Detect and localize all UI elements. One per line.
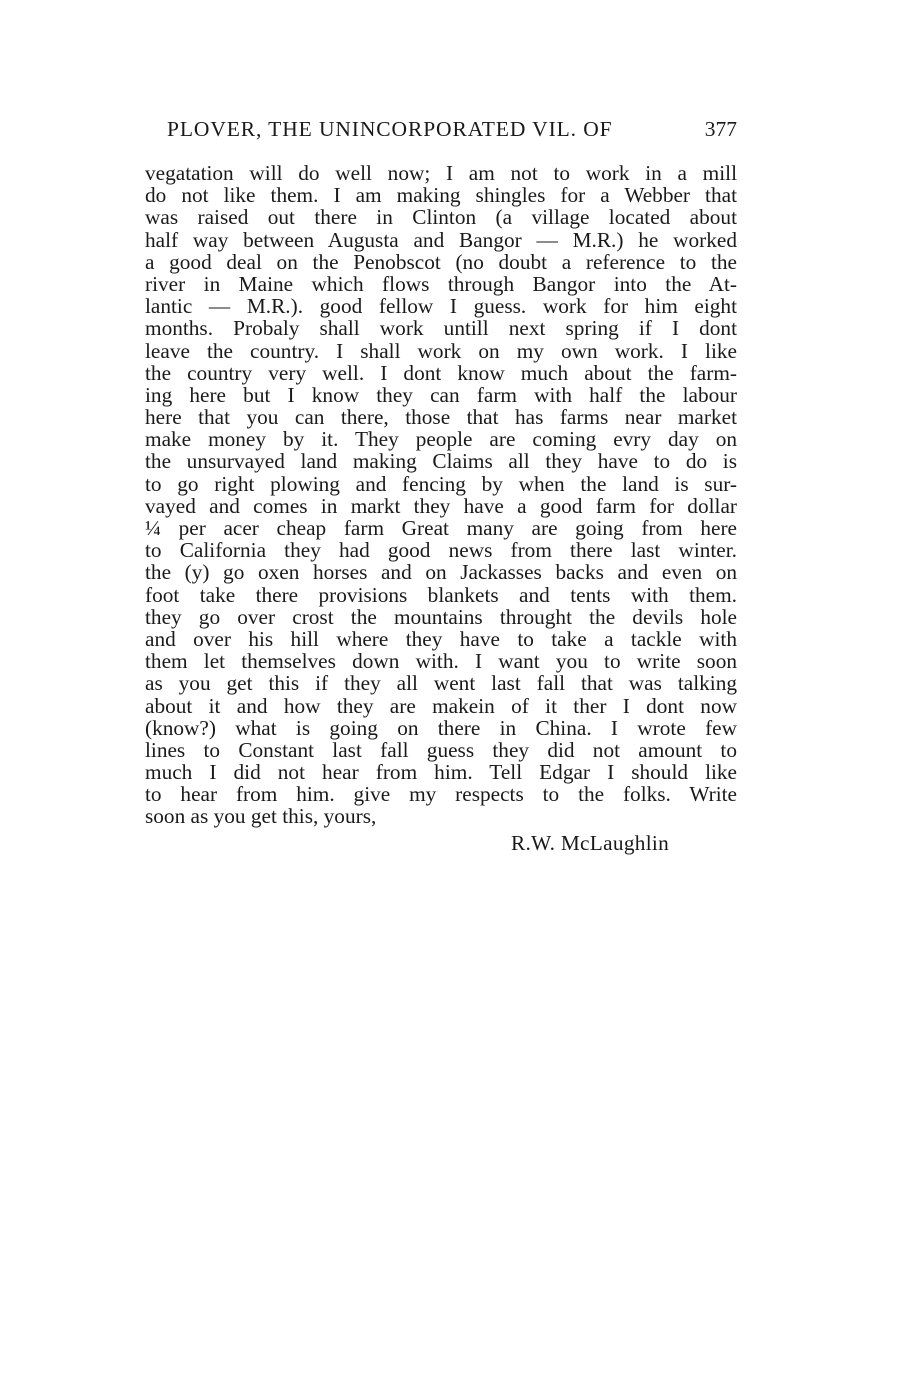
text-line: the country very well. I dont know much about the farm- bbox=[145, 360, 737, 385]
text-line: to California they had good news from there last winter. bbox=[145, 538, 737, 563]
running-title: PLOVER, THE UNINCORPORATED VIL. OF bbox=[167, 117, 613, 141]
text-line: them let themselves down with. I want you to write soon bbox=[145, 649, 737, 674]
text-line: (know?) what is going on there in China. I wrote few bbox=[145, 715, 737, 740]
text-line: to hear from him. give my respects to the folks. Write bbox=[145, 782, 737, 807]
text-line: the (y) go oxen horses and on Jackasses backs and even on bbox=[145, 560, 737, 585]
text-line: and over his hill where they have to take a tackle with bbox=[145, 626, 737, 651]
text-line: vegatation will do well now; I am not to work in a mill bbox=[145, 161, 737, 185]
text-line: ¼ per acer cheap farm Great many are going from here bbox=[145, 516, 737, 540]
page-number: 377 bbox=[704, 117, 737, 141]
text-line: soon as you get this, yours, bbox=[145, 804, 377, 829]
text-line: to go right plowing and fencing by when the land is sur- bbox=[145, 471, 737, 496]
signature: R.W. McLaughlin bbox=[511, 831, 670, 855]
text-line: about it and how they are makein of it ther I dont now bbox=[145, 693, 737, 718]
text-line: they go over crost the mountains throught the devils hole bbox=[145, 604, 737, 629]
text-line: months. Probaly shall work untill next spring if I dont bbox=[145, 316, 737, 341]
text-line: do not like them. I am making shingles for a Webber that bbox=[145, 183, 737, 208]
text-line: the unsurvayed land making Claims all they have to do is bbox=[145, 449, 737, 474]
text-line: here that you can there, those that has farms near market bbox=[145, 405, 737, 430]
text-line: foot take there provisions blankets and tents with them. bbox=[145, 582, 737, 607]
text-line: ing here but I know they can farm with half the labour bbox=[145, 382, 737, 407]
text-line: make money by it. They people are coming evry day on bbox=[145, 427, 737, 452]
text-line: vayed and comes in markt they have a good farm for dollar bbox=[145, 493, 737, 518]
text-line: lantic — M.R.). good fellow I guess. work for him eight bbox=[145, 294, 737, 319]
running-head bbox=[145, 114, 737, 144]
text-line: leave the country. I shall work on my own work. I like bbox=[145, 338, 737, 363]
text-line: lines to Constant last fall guess they did not amount to bbox=[145, 737, 737, 762]
text-line: river in Maine which flows through Bangor into the At- bbox=[145, 271, 737, 296]
letter-text bbox=[145, 162, 737, 828]
text-line: was raised out there in Clinton (a village located about bbox=[145, 205, 737, 230]
text-line: as you get this if they all went last fall that was talking bbox=[145, 671, 737, 696]
text-line: much I did not hear from him. Tell Edgar I should like bbox=[145, 760, 737, 785]
text-line: a good deal on the Penobscot (no doubt a reference to the bbox=[145, 249, 737, 274]
text-line: half way between Augusta and Bangor — M.R.) he worked bbox=[145, 227, 737, 252]
